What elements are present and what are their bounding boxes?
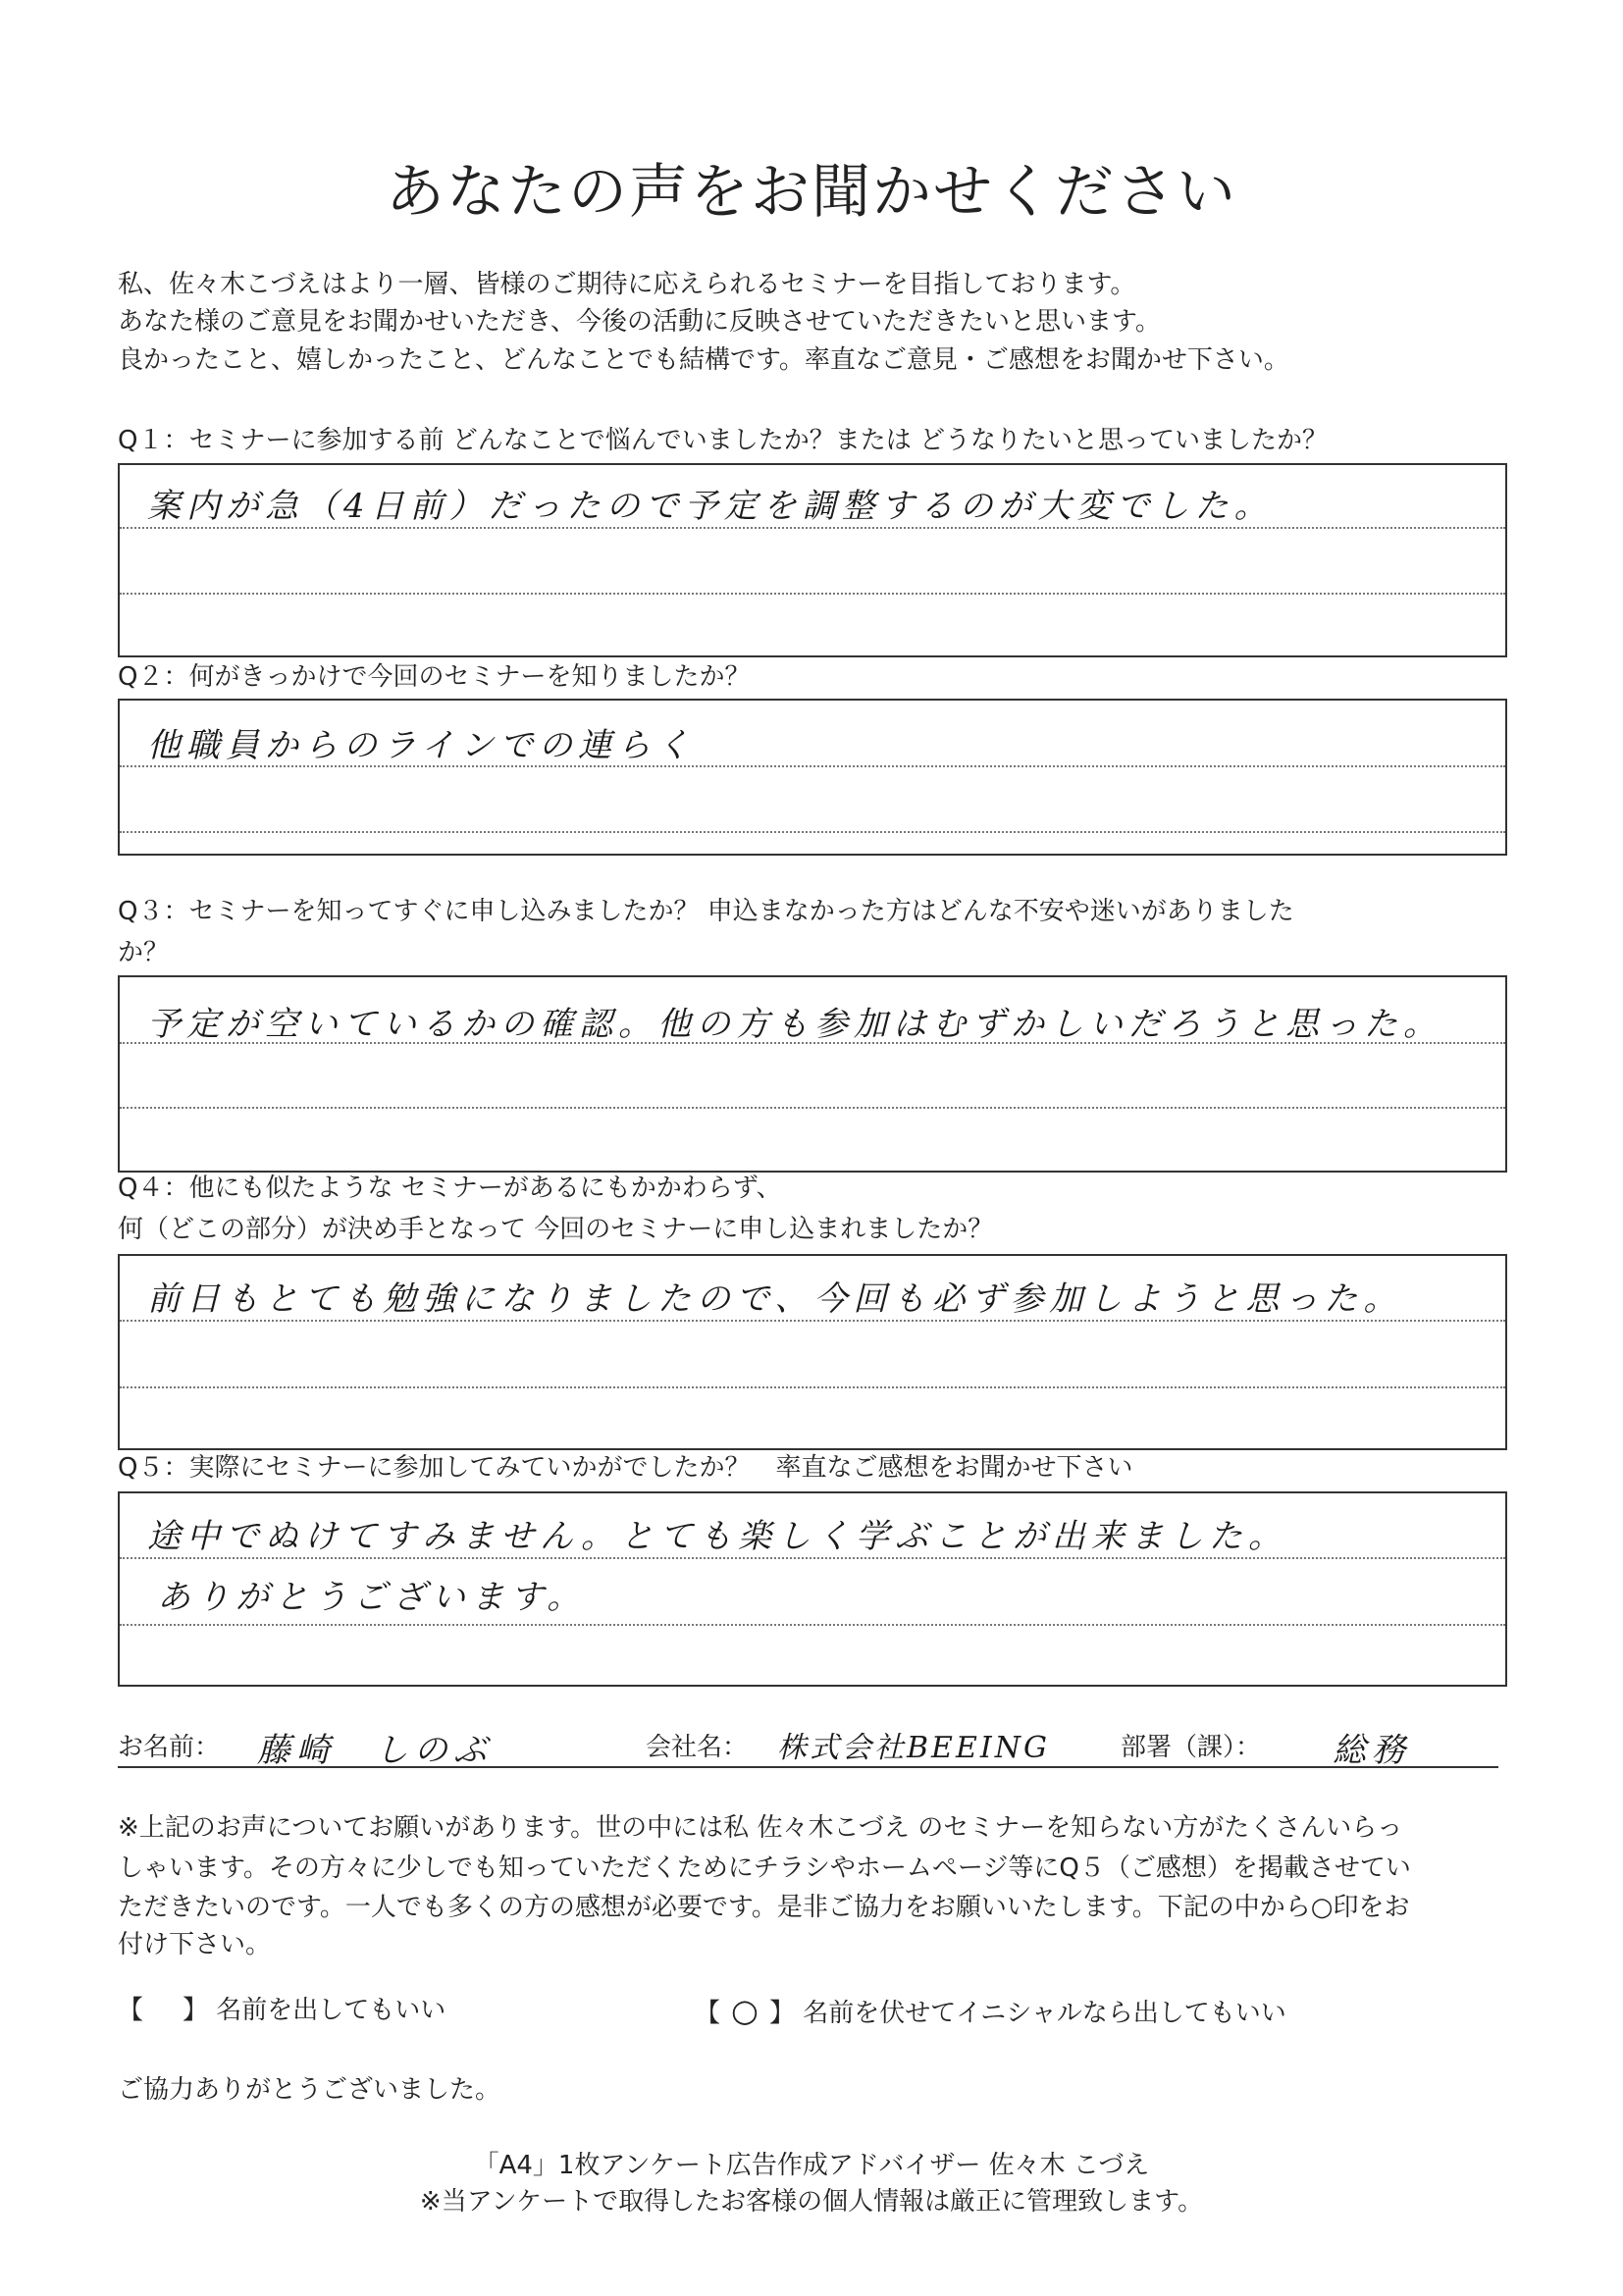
bracket-open: 【 [118, 1996, 144, 2025]
answer-box-4 [118, 1254, 1507, 1450]
name-label: お名前： [118, 1733, 221, 1762]
department-value: 総務 [1333, 1731, 1411, 1770]
thanks-text: ご協力ありがとうございました。 [118, 2075, 501, 2105]
question-1-label: Q１：セミナーに参加する前 どんなことで悩んでいましたか？または どうなりたいと思っていましたか？ [118, 426, 1328, 455]
note-line-3: ただきたいのです。一人でも多くの方の感想が必要です。是非ご協力をお願いいたします。下記の中から○印をお [118, 1893, 1410, 1922]
answer-box-1 [118, 463, 1507, 657]
answer-box-3 [118, 975, 1507, 1173]
question-3-label-2: か？ [118, 938, 170, 967]
company-label: 会社名： [646, 1733, 749, 1762]
respondent-underline [118, 1766, 1498, 1768]
question-3-label-1: Q３：セミナーを知ってすぐに申し込みましたか？ 申込まなかった方はどんな不安や迷いがありました [118, 897, 1294, 926]
answer-2-line-1: 他職員からのラインでの連らく [147, 726, 696, 765]
company-value: 株式会社BEEING [777, 1731, 1050, 1765]
page-title: あなたの声をお聞かせください [386, 158, 1237, 227]
department-label: 部署（課）： [1121, 1733, 1262, 1762]
answer-box-2 [118, 699, 1507, 856]
question-5-label: Q５：実際にセミナーに参加してみていかがでしたか？ 率直なご感想をお聞かせ下さい [118, 1453, 1133, 1483]
question-4-label-1: Q４：他にも似たような セミナーがあるにもかかわらず、 [118, 1174, 782, 1203]
intro-line-1: 私、佐々木こづえはより一層、皆様のご期待に応えられるセミナーを目指しております。 [118, 270, 1136, 299]
answer-5-line-1: 途中でぬけてすみません。とても楽しく学ぶことが出来ました。 [147, 1517, 1288, 1556]
question-4-label-2: 何（どこの部分）が決め手となって 今回のセミナーに申し込まれましたか？ [118, 1215, 994, 1244]
option-public-name[interactable] [118, 1996, 445, 2025]
bracket-close: 】 [183, 1996, 209, 2025]
name-value: 藤崎 しのぶ [257, 1731, 493, 1770]
answer-box-5 [118, 1491, 1507, 1687]
answer-3-line-1: 予定が空いているかの確認。他の方も参加はむずかしいだろうと思った。 [147, 1005, 1442, 1044]
answer-4-line-1: 前日もとても勉強になりましたので、今回も必ず参加しようと思った。 [147, 1279, 1403, 1319]
note-line-1: ※上記のお声についてお願いがあります。世の中には私 佐々木こづえ のセミナーを知らない方がたくさんいらっ [118, 1813, 1403, 1843]
option-label: 名前を出してもいい [216, 1996, 446, 2025]
option-initials-only[interactable] [695, 1992, 1286, 2029]
option-mark-circle: ○ [731, 1992, 759, 2029]
answer-1-line-1: 案内が急（4日前）だったので予定を調整するのが大変でした。 [147, 487, 1274, 526]
question-2-label: Q２：何がきっかけで今回のセミナーを知りましたか？ [118, 662, 751, 692]
bracket-close: 】 [769, 1999, 796, 2028]
footer-line-2: ※当アンケートで取得したお客様の個人情報は厳正に管理致します。 [419, 2187, 1204, 2217]
bracket-open: 【 [695, 1999, 721, 2028]
option-label: 名前を伏せてイニシャルなら出してもいい [803, 1999, 1286, 2028]
note-line-4: 付け下さい。 [118, 1930, 272, 1959]
answer-5-line-2: ありがとうございます。 [157, 1578, 587, 1617]
intro-line-3: 良かったこと、嬉しかったこと、どんなことでも結構です。率直なご意見・ご感想をお聞かせ下さい。 [118, 345, 1289, 375]
intro-line-2: あなた様のご意見をお聞かせいただき、今後の活動に反映させていただきたいと思います。 [118, 307, 1161, 337]
footer-line-1: 「A4」1枚アンケート広告作成アドバイザー 佐々木 こづえ [473, 2151, 1150, 2180]
note-line-2: しゃいます。その方々に少しでも知っていただくためにチラシやホームページ等にQ５（ご感想）を掲載させてい [118, 1853, 1411, 1883]
